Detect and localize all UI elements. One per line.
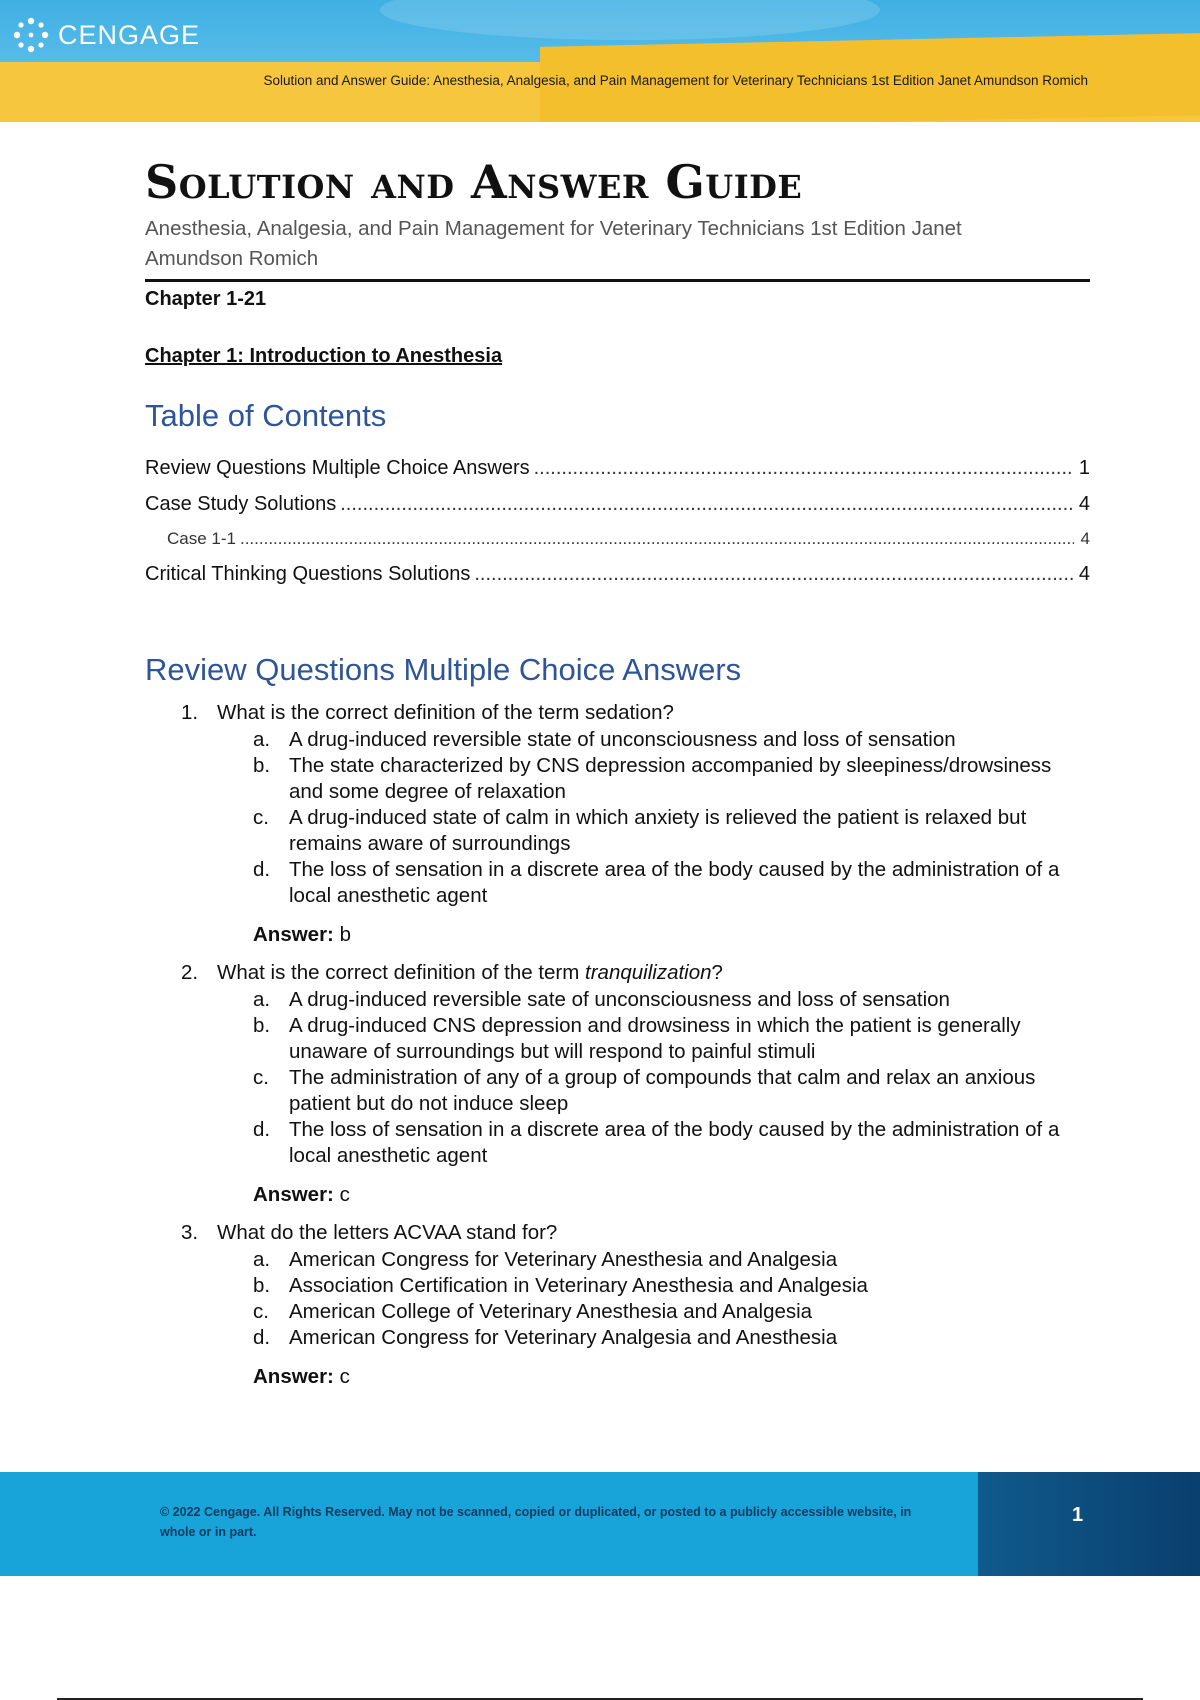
option-item — [253, 1273, 1090, 1299]
copyright-notice: © 2022 Cengage. All Rights Reserved. May not be scanned, copied or duplicated, or posted to a publicly accessible website, in whole or in part. — [160, 1505, 912, 1539]
document-title: Solution and Answer Guide — [145, 155, 803, 209]
answer-label: Answer: — [253, 1183, 334, 1206]
toc-leader-dots — [340, 486, 1074, 522]
option-letter: b. — [253, 754, 271, 777]
option-text: A drug-induced reversible sate of unconsciousness and loss of sensation — [289, 988, 950, 1011]
question-term: tranquilization — [585, 961, 712, 984]
question-text: What do the letters ACVAA stand for? — [217, 1221, 558, 1244]
toc-entry-page: 4 — [1080, 529, 1090, 548]
question-text: What is the correct definition of the term sedation? — [217, 701, 674, 724]
answer-line — [253, 1364, 1090, 1390]
question-text-suffix: ? — [711, 961, 723, 984]
option-item — [253, 1299, 1090, 1325]
document-subtitle: Anesthesia, Analgesia, and Pain Management for Veterinary Technicians 1st Edition Janet Amundson Romich — [145, 217, 962, 270]
answer-line — [253, 1182, 1090, 1208]
header-band — [0, 0, 1200, 122]
toc-entry-critical-thinking[interactable] — [145, 556, 1090, 592]
option-letter: d. — [253, 1118, 271, 1141]
option-item — [253, 987, 1090, 1013]
option-item — [253, 1117, 1090, 1169]
option-item — [253, 727, 1090, 753]
option-item — [253, 1247, 1090, 1273]
toc-entry-case-1-1[interactable] — [145, 522, 1090, 556]
option-text: American College of Veterinary Anesthesia and Analgesia — [289, 1300, 813, 1323]
document-body — [145, 152, 1090, 1402]
answer-line — [253, 922, 1090, 948]
option-item — [253, 857, 1090, 909]
option-letter: a. — [253, 728, 271, 751]
footer-band — [0, 1472, 1200, 1576]
question-stem — [181, 960, 1090, 986]
option-item — [253, 805, 1090, 857]
question-stem — [181, 1220, 1090, 1246]
option-letter: b. — [253, 1274, 271, 1297]
option-text: A drug-induced CNS depression and drowsiness in which the patient is generally unaware of surroundings but will respond to painful stimuli — [289, 1014, 1021, 1063]
question-number: 1. — [181, 701, 199, 724]
answer-label: Answer: — [253, 923, 334, 946]
question-list — [145, 700, 1090, 1390]
answer-value: c — [339, 1183, 350, 1206]
option-letter: b. — [253, 1014, 271, 1037]
toc-entry-page: 1 — [1078, 457, 1090, 479]
page-number: 1 — [1072, 1504, 1084, 1526]
question-1 — [181, 700, 1090, 948]
question-text — [217, 960, 723, 986]
toc-leader-dots — [474, 556, 1074, 592]
toc-leader-dots — [534, 450, 1074, 486]
option-letter: c. — [253, 1066, 269, 1089]
header-swash — [380, 0, 880, 40]
toc-entry-case-study[interactable] — [145, 486, 1090, 522]
option-list — [253, 727, 1090, 909]
answer-value: b — [339, 923, 351, 946]
table-of-contents — [145, 450, 1090, 592]
option-text: The loss of sensation in a discrete area of the body caused by the administration of a local anesthetic agent — [289, 858, 1060, 907]
toc-entry-page: 4 — [1078, 493, 1090, 515]
option-item — [253, 1013, 1090, 1065]
option-text: The administration of any of a group of compounds that calm and relax an anxious patient but do not induce sleep — [289, 1066, 1036, 1115]
cengage-dots-icon — [12, 16, 50, 54]
option-item — [253, 1065, 1090, 1117]
question-stem — [181, 700, 1090, 726]
chapter-range: Chapter 1-21 — [145, 288, 267, 310]
question-2 — [181, 960, 1090, 1208]
option-text: The state characterized by CNS depression accompanied by sleepiness/drowsiness and some degree of relaxation — [289, 754, 1052, 803]
question-number: 2. — [181, 961, 199, 984]
title-divider — [145, 279, 1090, 282]
option-text: American Congress for Veterinary Analgesia and Anesthesia — [289, 1326, 838, 1349]
option-list — [253, 987, 1090, 1169]
option-item — [253, 753, 1090, 805]
question-text-prefix: What is the correct definition of the term — [217, 961, 586, 984]
toc-heading: Table of Contents — [145, 398, 387, 433]
option-text: A drug-induced reversible state of unconsciousness and loss of sensation — [289, 728, 956, 751]
logo-text: CENGAGE — [58, 19, 201, 50]
option-text: Association Certification in Veterinary Anesthesia and Analgesia — [289, 1274, 868, 1297]
option-letter: a. — [253, 988, 271, 1011]
answer-label: Answer: — [253, 1365, 334, 1388]
toc-entry-page: 4 — [1078, 563, 1090, 585]
option-text: A drug-induced state of calm in which anxiety is relieved the patient is relaxed but remains aware of surroundings — [289, 806, 1027, 855]
option-letter: c. — [253, 806, 269, 829]
option-text: American Congress for Veterinary Anesthesia and Analgesia — [289, 1248, 838, 1271]
option-letter: d. — [253, 1326, 271, 1349]
toc-leader-dots — [240, 522, 1074, 556]
question-3 — [181, 1220, 1090, 1390]
toc-entry-label: Case Study Solutions — [145, 493, 337, 515]
option-letter: a. — [253, 1248, 271, 1271]
answer-value: c — [339, 1365, 350, 1388]
option-text: The loss of sensation in a discrete area of the body caused by the administration of a local anesthetic agent — [289, 1118, 1060, 1167]
toc-entry-label: Case 1-1 — [167, 529, 236, 548]
running-title: Solution and Answer Guide: Anesthesia, Analgesia, and Pain Management for Veterinary Technicians 1st Edition Janet Amundson Romich — [263, 73, 1088, 88]
question-number: 3. — [181, 1221, 199, 1244]
toc-entry-review-questions[interactable] — [145, 450, 1090, 486]
option-letter: c. — [253, 1300, 269, 1323]
chapter-title: Chapter 1: Introduction to Anesthesia — [145, 345, 503, 367]
toc-entry-label: Review Questions Multiple Choice Answers — [145, 457, 530, 479]
footer-dark-panel — [978, 1472, 1200, 1576]
review-section-heading: Review Questions Multiple Choice Answers — [145, 652, 742, 687]
cengage-logo — [12, 16, 200, 54]
option-letter: d. — [253, 858, 271, 881]
option-list — [253, 1247, 1090, 1351]
toc-entry-label: Critical Thinking Questions Solutions — [145, 563, 471, 585]
option-item — [253, 1325, 1090, 1351]
